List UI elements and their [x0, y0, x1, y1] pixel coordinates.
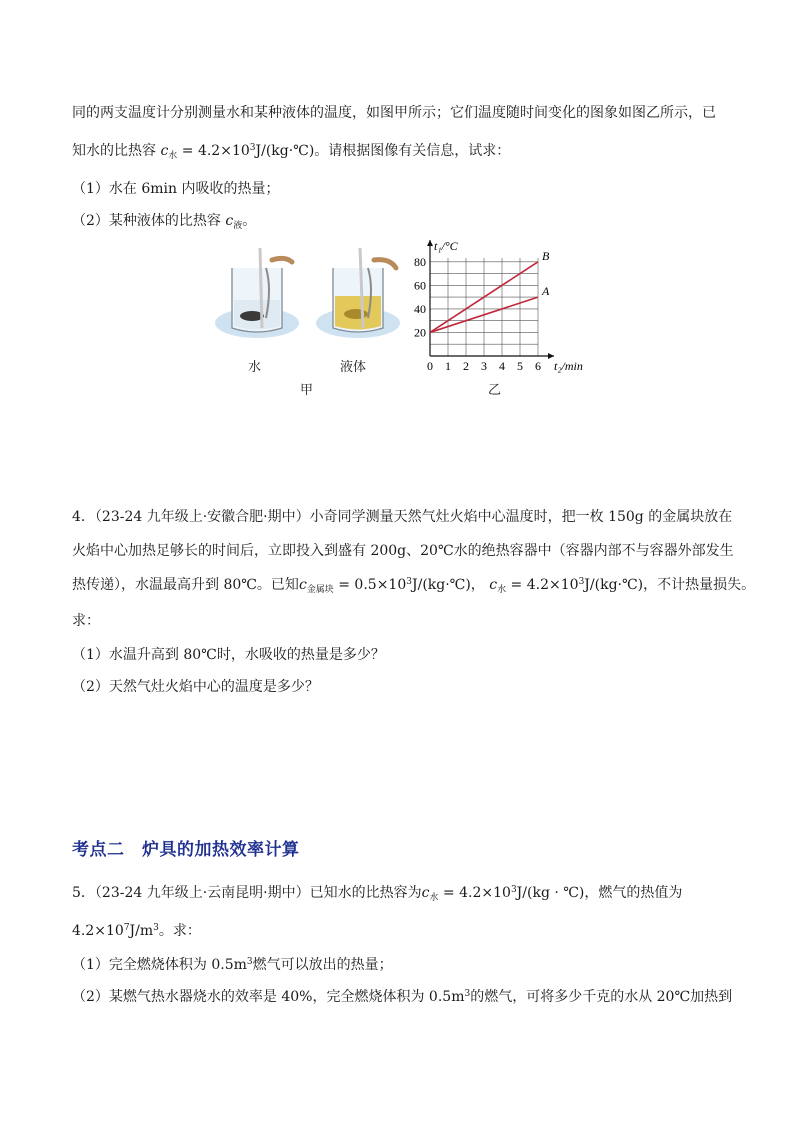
- q5-unit-m: J/m: [129, 923, 154, 939]
- q5-item1-text: （1）完全燃烧体积为 0.5m: [72, 957, 247, 973]
- figure: [200, 238, 600, 398]
- q5-line2-end: 。求：: [158, 923, 201, 939]
- x-tick-label: 5: [517, 359, 523, 373]
- y-tick-label: 60: [414, 278, 426, 293]
- q5-heat-value: 4.2×10: [72, 923, 124, 939]
- q4-line4: 求：: [72, 613, 100, 629]
- q4-line3: [72, 574, 755, 595]
- c-symbol: c: [489, 577, 498, 593]
- water-caption: 水: [248, 360, 262, 375]
- q4-line3-text: 热传递），水温最高升到 80℃。已知: [72, 577, 299, 593]
- x-tick-label: 4: [499, 359, 505, 373]
- q5-line1-text: 5．（23-24 九年级上·云南昆明·期中）已知水的比热容为: [72, 885, 422, 901]
- x-tick-label: 2: [463, 359, 469, 373]
- q5-item2-text: （2）某燃气热水器烧水的效率是 40%，完全燃烧体积为 0.5m: [72, 989, 465, 1005]
- q3-item1: （1）水在 6min 内吸收的热量；: [72, 181, 280, 197]
- c-symbol: c: [225, 213, 234, 229]
- series-label-b: B: [542, 248, 550, 263]
- figure-yi-label: 乙: [488, 383, 502, 398]
- c-water-subscript: 水: [429, 893, 439, 903]
- q4-line1: 4．（23-24 九年级上·安徽合肥·期中）小奇同学测量天然气灶火焰中心温度时，把一枚 150g 的金属块放在: [72, 509, 733, 525]
- temperature-chart: [410, 238, 600, 378]
- exp-3: 3: [246, 957, 253, 967]
- c-symbol: c: [160, 143, 169, 159]
- exp-3: 3: [249, 143, 256, 153]
- q4-unit2: J/(kg·℃)，不计热量损失。: [584, 577, 756, 593]
- liquid-caption: 液体: [340, 360, 367, 375]
- y-tick-label: 40: [414, 301, 426, 316]
- q5-item1-end: 燃气可以放出的热量；: [252, 957, 393, 973]
- section-heading: 考点二 炉具的加热效率计算: [72, 840, 300, 860]
- c-metal-subscript: 金属块: [306, 585, 334, 595]
- q4-item2: （2）天然气灶火焰中心的温度是多少？: [72, 679, 319, 695]
- q5-item2-end: 的燃气，可将多少千克的水从 20℃加热到: [470, 989, 733, 1005]
- figure-jia-label: 甲: [300, 383, 314, 398]
- q5-item2: [72, 986, 732, 1006]
- q3-line2: [72, 140, 510, 161]
- water-beaker-image: [215, 248, 299, 338]
- exp-3: 3: [510, 885, 517, 895]
- q5-unit: J/(kg · ℃)，燃气的热值为: [516, 885, 683, 901]
- x-tick-label: 6: [535, 359, 541, 373]
- c-symbol: c: [298, 577, 307, 593]
- exp-3: 3: [153, 923, 159, 933]
- y-tick-label: 20: [414, 325, 426, 340]
- q3-line1: 同的两支温度计分别测量水和某种液体的温度，如图甲所示；它们温度随时间变化的图象如图乙所示，已: [72, 105, 716, 121]
- x-tick-label: 3: [481, 359, 487, 373]
- q5-eq: = 4.2×10: [438, 885, 511, 901]
- exp-7: 7: [123, 923, 130, 933]
- x-tick-label: 0: [427, 359, 433, 373]
- q3-item2: [72, 210, 256, 231]
- q4-unit1: J/(kg·℃)，: [411, 577, 485, 593]
- series-label-a: A: [542, 284, 550, 299]
- c-symbol: c: [421, 885, 430, 901]
- q5-item1: [72, 954, 393, 974]
- c-water-subscript: 水: [497, 585, 507, 595]
- c-water-subscript: 水: [168, 151, 178, 161]
- q3-item2-text: （2）某种液体的比热容: [72, 213, 221, 229]
- exp-3: 3: [578, 577, 585, 587]
- exp-3: 3: [406, 577, 412, 587]
- q3-item2-end: 。: [242, 213, 257, 229]
- q5-line1: [72, 882, 682, 903]
- q3-unit: J/(kg·℃)。请根据图像有关信息，试求：: [255, 143, 511, 159]
- q4-eq2: = 4.2×10: [506, 577, 579, 593]
- exp-3: 3: [464, 989, 471, 999]
- y-axis-label: t₁/°C: [434, 239, 458, 253]
- x-axis-label: t₂/min: [554, 359, 583, 373]
- x-tick-label: 1: [445, 359, 451, 373]
- q5-line2: [72, 920, 201, 940]
- q4-eq1: = 0.5×10: [333, 577, 407, 593]
- liquid-beaker-image: [316, 248, 400, 338]
- q3-line2-text: 知水的比热容: [72, 143, 156, 159]
- q4-item1: （1）水温升高到 80℃时，水吸收的热量是多少？: [72, 647, 385, 663]
- beakers-illustration: [200, 238, 400, 348]
- q3-eq: = 4.2×10: [177, 143, 250, 159]
- q4-line2: 火焰中心加热足够长的时间后，立即投入到盛有 200g、20℃水的绝热容器中（容器内部不与容器外部发生: [72, 543, 734, 559]
- y-axis-arrow: [427, 240, 433, 246]
- y-tick-label: 80: [414, 254, 426, 269]
- c-liquid-subscript: 液: [233, 221, 243, 231]
